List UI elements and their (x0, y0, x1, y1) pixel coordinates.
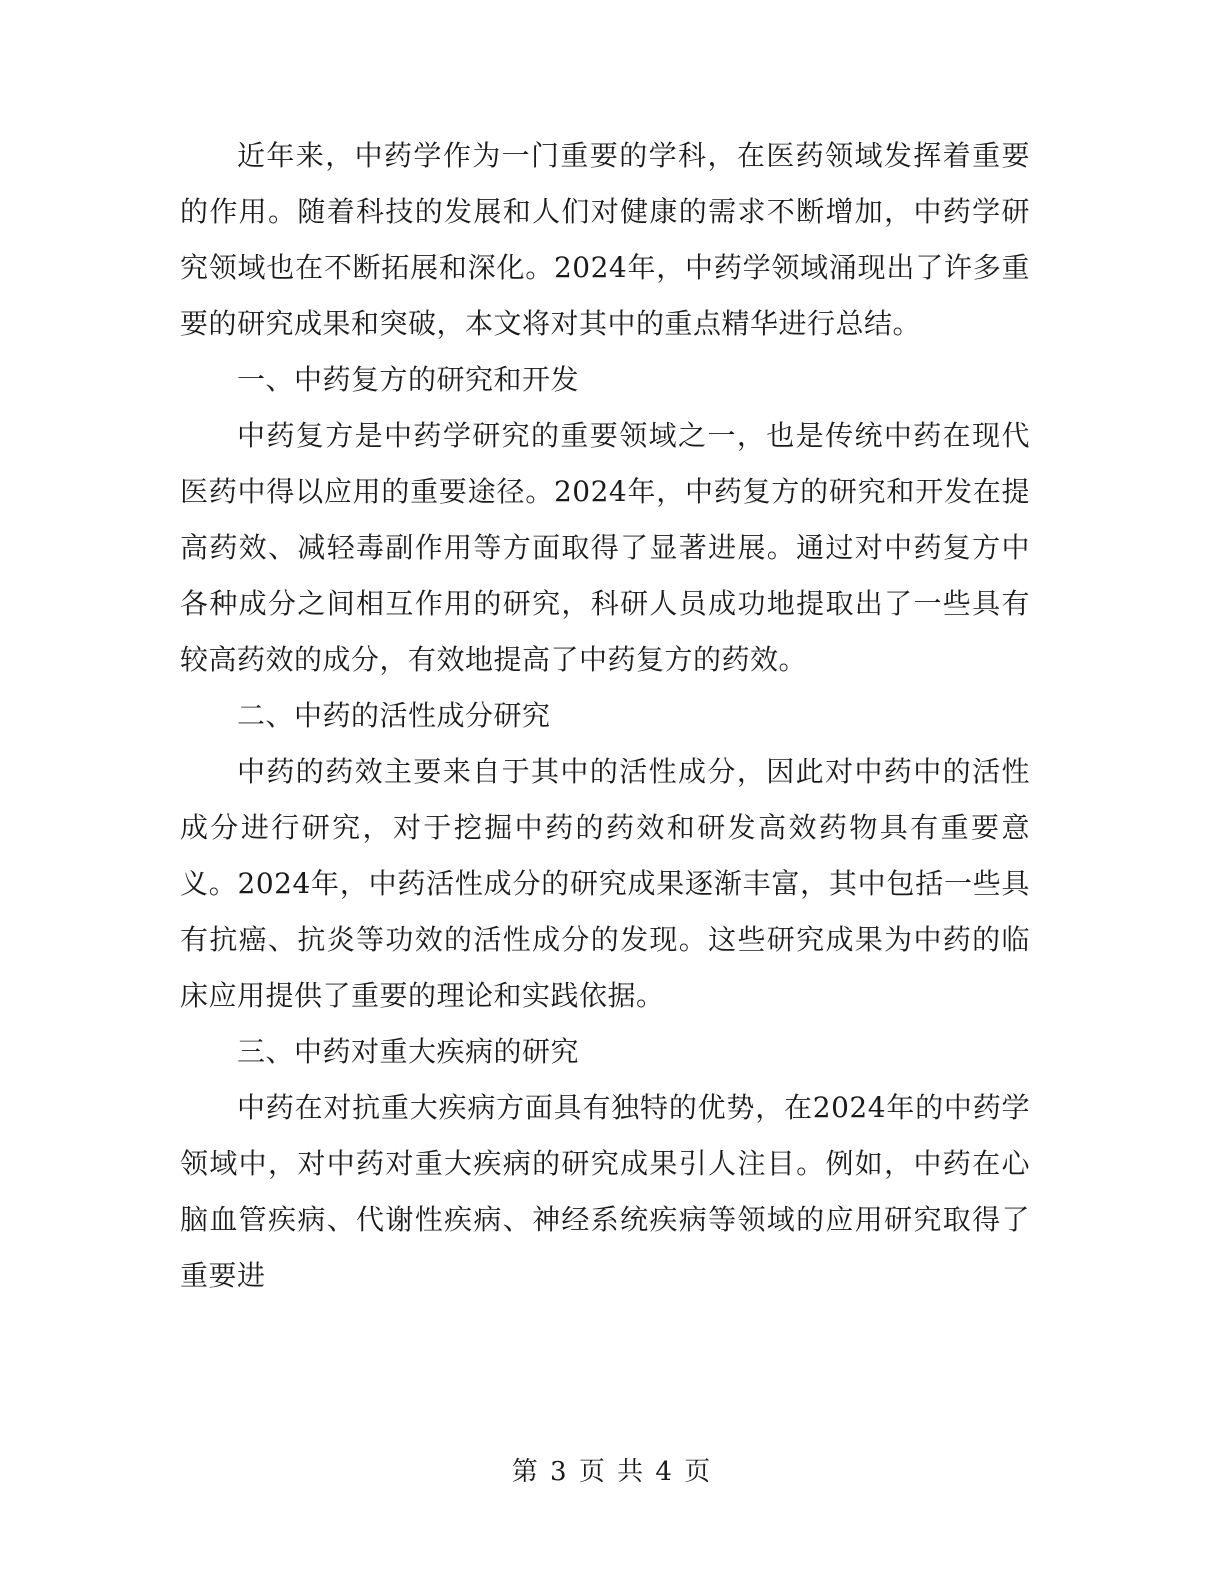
paragraph-intro: 近年来，中药学作为一门重要的学科，在医药领域发挥着重要的作用。随着科技的发展和人们对健康的需求不断增加，中药学研究领域也在不断拓展和深化。2024年，中药学领域涌现出了许多重要的研究成果和突破，本文将对其中的重点精华进行总结。 (180, 139, 1030, 340)
paragraph-section-2: 中药的药效主要来自于其中的活性成分，因此对中药中的活性成分进行研究，对于挖掘中药的药效和研发高效药物具有重要意义。2024年，中药活性成分的研究成果逐渐丰富，其中包括一些具有抗癌、抗炎等功效的活性成分的发现。这些研究成果为中药的临床应用提供了重要的理论和实践依据。 (180, 755, 1030, 1012)
section-heading-3: 三、中药对重大疾病的研究 (237, 1035, 580, 1068)
paragraph-section-3: 中药在对抗重大疾病方面具有独特的优势，在2024年的中药学领域中，对中药对重大疾病的研究成果引人注目。例如，中药在心脑血管疾病、代谢性疾病、神经系统疾病等领域的应用研究取得了重要进 (180, 1091, 1030, 1292)
page-number-footer: 第 3 页 共 4 页 (511, 1457, 713, 1487)
section-heading-1: 一、中药复方的研究和开发 (237, 363, 580, 396)
section-heading-2: 二、中药的活性成分研究 (237, 699, 551, 732)
paragraph-section-1: 中药复方是中药学研究的重要领域之一，也是传统中药在现代医药中得以应用的重要途径。2024年，中药复方的研究和开发在提高药效、减轻毒副作用等方面取得了显著进展。通过对中药复方中各种成分之间相互作用的研究，科研人员成功地提取出了一些具有较高药效的成分，有效地提高了中药复方的药效。 (180, 419, 1030, 676)
document-body (180, 128, 1030, 1304)
